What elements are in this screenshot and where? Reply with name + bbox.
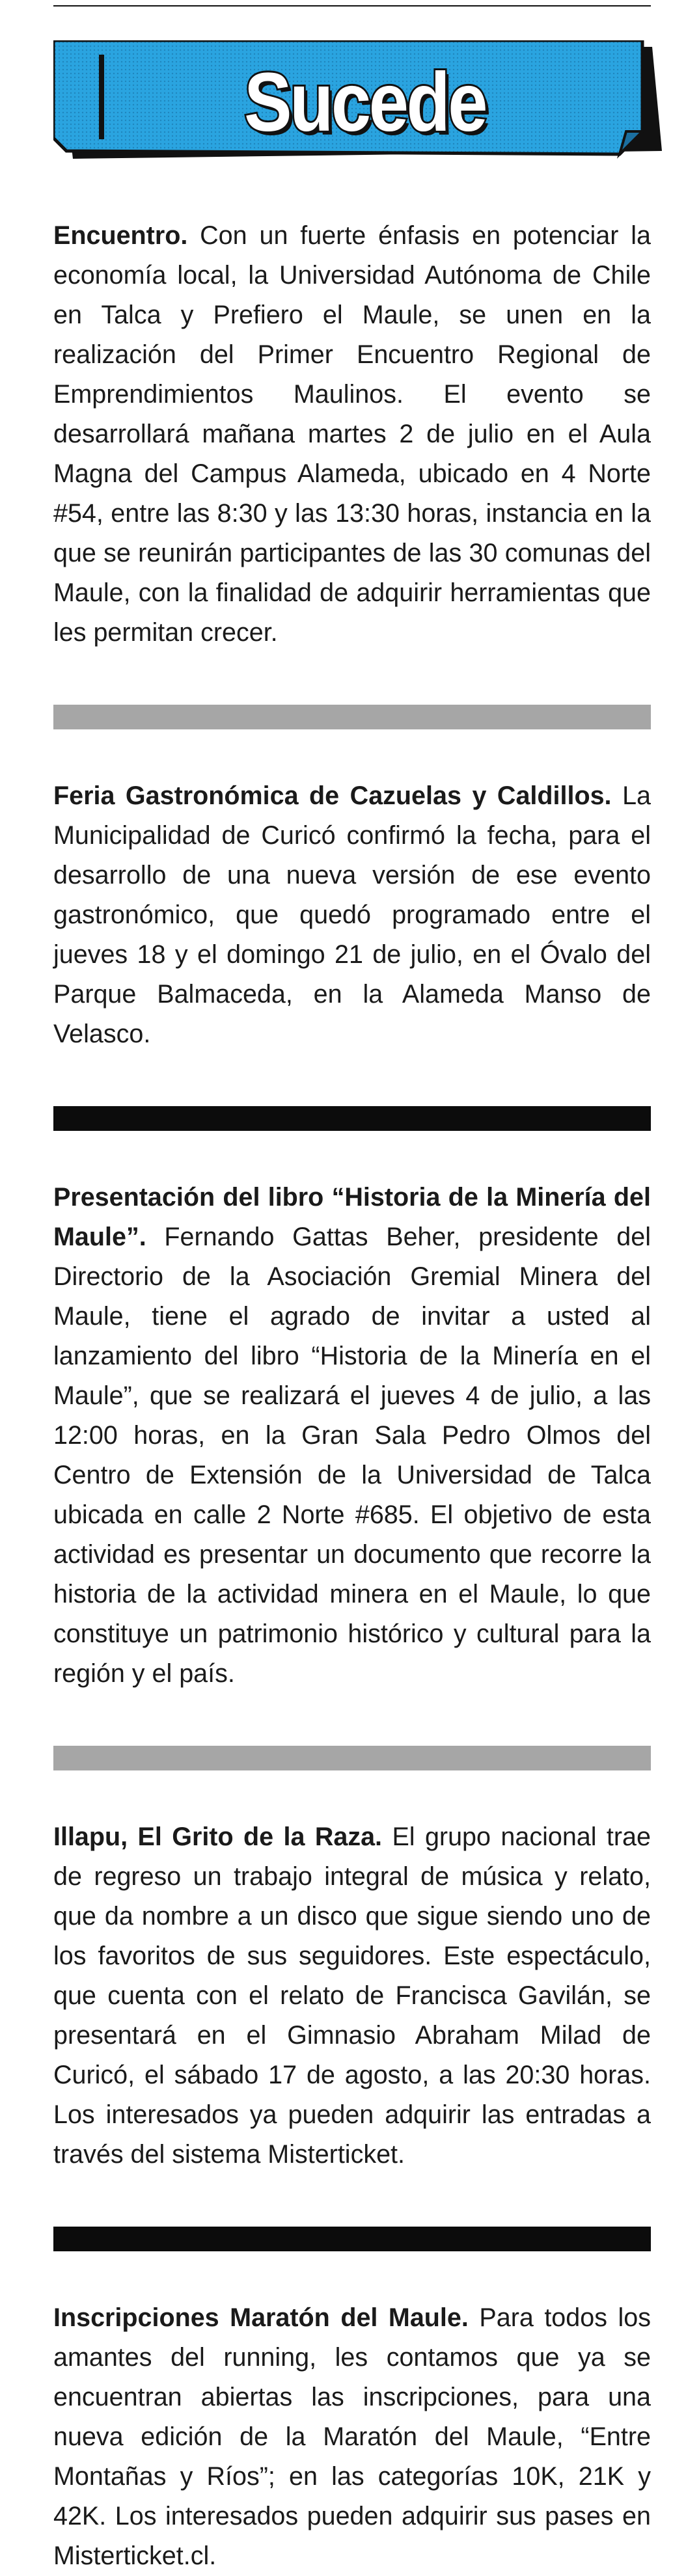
article bbox=[53, 2298, 651, 2576]
article-lead: Inscripciones Maratón del Maule. bbox=[53, 2303, 469, 2332]
article-body: El grupo nacional trae de regreso un trabajo integral de música y relato, que da nombre a un disco que sigue siendo uno de los favoritos de sus seguidores. Este espectáculo, que cuenta con el relato de Francisca Gavilán, se presentará en el Gimnasio Abraham Milad de Curicó, el sábado 17 de agosto, a las 20:30 horas. Los interesados ya pueden adquirir las entradas a través del sistema Misterticket. bbox=[53, 1823, 651, 2169]
article-lead: Presentación del libro “Historia de la Minería del Maule”. bbox=[53, 1183, 651, 1251]
article-lead: Encuentro. bbox=[53, 221, 188, 250]
article-body: La Municipalidad de Curicó confirmó la fecha, para el desarrollo de una nueva versión de ese evento gastronómico, que quedó programado entre el jueves 18 y el domingo 21 de julio, en el Óvalo del Parque Balmaceda, en la Alameda Manso de Velasco. bbox=[53, 781, 651, 1048]
article-body: Con un fuerte énfasis en potenciar la economía local, la Universidad Autónoma de Chile en Talca y Prefiero el Maule, se unen en la realización del Primer Encuentro Regional de Emprendimientos Maulinos. El evento se desarrollará mañana martes 2 de julio en el Aula Magna del Campus Alameda, ubicado en 4 Norte #54, entre las 8:30 y las 13:30 horas, instancia en la que se reunirán participantes de las 30 comunas del Maule, con la finalidad de adquirir herramientas que les permitan crecer. bbox=[53, 221, 651, 647]
article-lead: Feria Gastronómica de Cazuelas y Caldillos. bbox=[53, 781, 612, 810]
section-header bbox=[53, 40, 665, 164]
section-title: Sucede bbox=[244, 55, 486, 149]
black-rule bbox=[53, 1106, 651, 1131]
article bbox=[53, 216, 651, 653]
articles-column bbox=[53, 216, 651, 2576]
article bbox=[53, 776, 651, 1054]
article-lead: Illapu, El Grito de la Raza. bbox=[53, 1823, 383, 1851]
gray-rule bbox=[53, 705, 651, 729]
article-body: Fernando Gattas Beher, presidente del Directorio de la Asociación Gremial Minera del Maule, tiene el agrado de invitar a usted al lanzamiento del libro “Historia de la Minería en el Maule”, que se realizará el jueves 4 de julio, a las 12:00 horas, en la Gran Sala Pedro Olmos del Centro de Extensión de la Universidad de Talca ubicada en calle 2 Norte #685. El objetivo de esta actividad es presentar un documento que recorre la historia de la actividad minera en el Maule, lo que constituye un patrimonio histórico y cultural para la región y el país. bbox=[53, 1223, 651, 1688]
article-body: Para todos los amantes del running, les contamos que ya se encuentran abiertas las inscripciones, para una nueva edición de la Maratón del Maule, “Entre Montañas y Ríos”; en las categorías 10K, 21K y 42K. Los interesados pueden adquirir sus pases en Misterticket.cl. bbox=[53, 2303, 651, 2570]
top-rule bbox=[53, 5, 651, 7]
article bbox=[53, 1178, 651, 1694]
gray-rule bbox=[53, 1746, 651, 1770]
black-rule bbox=[53, 2227, 651, 2251]
article bbox=[53, 1817, 651, 2175]
